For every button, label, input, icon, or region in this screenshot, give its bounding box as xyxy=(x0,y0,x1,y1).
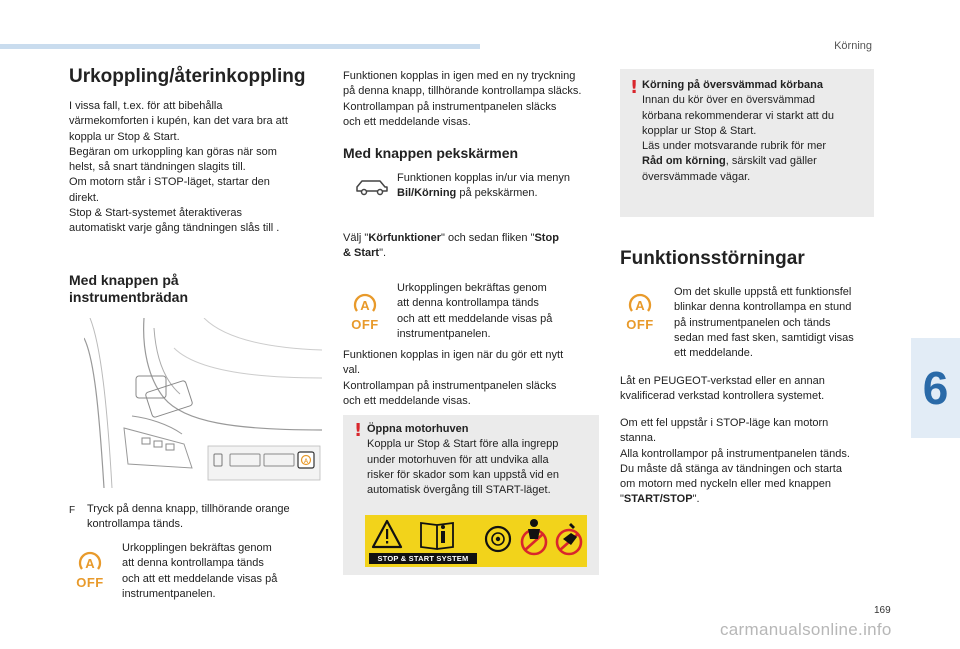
a-off-icon: A OFF xyxy=(621,291,659,331)
confirm-touchscreen-text: Urkopplingen bekräftas genom att denna kontrollampa tänds och att ett meddelande visas på instrumentpanelen. xyxy=(397,282,553,340)
stop-fault-text: Om ett fel uppstår i STOP-läge kan motorn stanna. Alla kontrollampor på instrumentpanelen tänds. Du måste då stänga av tändningen och starta om motorn med nyckeln eller med knappen "START/STOP". xyxy=(620,417,850,506)
svg-text:A: A xyxy=(635,298,645,313)
menu-instruction: Funktionen kopplas in/ur via menyn Bil/Körning på pekskärmen. xyxy=(397,172,571,200)
warning-icon: ! xyxy=(354,420,363,441)
reenable-text: Funktionen kopplas in igen när du gör ett nytt val. Kontrollampan på instrumentpanelen släcks och ett meddelande visas. xyxy=(343,349,564,407)
reconnect-text: Funktionen kopplas in igen med en ny tryckning på denna knapp, tillhörande kontrollampa släcks. Kontrollampan på instrumentpanelen släcks och ett meddelande visas. xyxy=(343,70,582,128)
svg-text:A: A xyxy=(85,556,95,571)
section-label: Körning xyxy=(834,40,872,52)
page-number: 169 xyxy=(874,605,891,616)
workshop-text: Låt en PEUGEOT-verkstad eller en annan kvalificerad verkstad kontrollera systemet. xyxy=(620,375,825,403)
bullet-press-button: Tryck på denna knapp, tillhörande orange kontrollampa tänds. xyxy=(87,503,290,531)
sticker-label: STOP & START SYSTEM xyxy=(369,553,477,564)
bullet-marker: F xyxy=(69,505,76,516)
car-menu-icon xyxy=(354,176,390,198)
warning-bonnet-text: Öppna motorhuven Koppla ur Stop & Start före alla ingrepp under motorhuven för att undvika alla risker för skador som kan uppstå vid en automatisk övergång till START-läget. xyxy=(367,423,559,497)
a-off-icon: A OFF xyxy=(346,291,384,331)
warning-flood-text: Körning på översvämmad körbana Innan du kör över en översvämmad körbana rekommenderar vi starkt att du kopplar ur Stop & Start. Läs under motsvarande rubrik för mer Råd om körning, särskilt vad gäller översvämmade vägar. xyxy=(642,79,834,183)
header-accent-bar xyxy=(0,44,480,49)
chapter-tab xyxy=(911,338,960,438)
chapter-number: 6 xyxy=(922,362,949,414)
fault-text: Om det skulle uppstå ett funktionsfel blinkar denna kontrollampa en stund på instrumentpanelen och tänds sedan med fast sken, samtidigt visas ett meddelande. xyxy=(674,286,854,360)
a-off-icon: A OFF xyxy=(71,549,109,589)
svg-text:A: A xyxy=(303,459,309,465)
tab-instruction: Välj "Körfunktioner" och sedan fliken "Stop & Start". xyxy=(343,232,559,260)
title-malfunctions: Funktionsstörningar xyxy=(620,248,805,269)
subtitle-dashboard-button: Med knappen på instrumentbrädan xyxy=(69,272,189,305)
title-disconnect: Urkoppling/återinkoppling xyxy=(69,66,306,87)
watermark: carmanualsonline.info xyxy=(720,620,892,639)
svg-text:A: A xyxy=(360,298,370,313)
intro-text: I vissa fall, t.ex. för att bibehålla värmekomforten i kupén, kan det vara bra att koppla ur Stop & Start. Begäran om urkoppling kan göras när som helst, så snart tändningen slagits till. Om motorn står i STOP-läget, startar den direkt. Stop & Start-systemet återaktiveras automatiskt varje gång tändningen slås till . xyxy=(69,100,288,235)
warning-icon: ! xyxy=(630,77,639,98)
dashboard-illustration xyxy=(84,318,322,488)
confirm-disconnect-text: Urkopplingen bekräftas genom att denna kontrollampa tänds och att ett meddelande visas på instrumentpanelen. xyxy=(122,542,278,600)
subtitle-touchscreen: Med knappen pekskärmen xyxy=(343,145,519,161)
